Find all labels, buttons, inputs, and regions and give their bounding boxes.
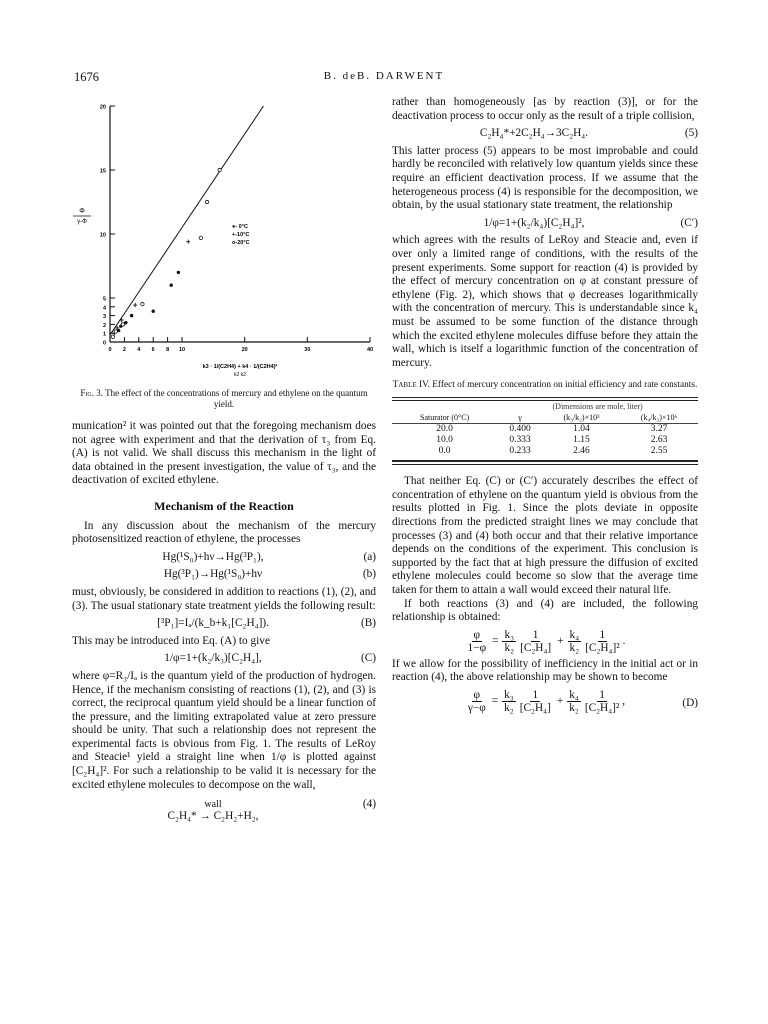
frac-den: 1−φ <box>467 641 487 654</box>
equation-number: (C′) <box>680 216 698 229</box>
y-tick-label: 20 <box>99 104 106 111</box>
table-row <box>392 435 698 446</box>
data-point-0c <box>130 314 133 317</box>
x-tick-label: 6 <box>151 347 155 353</box>
table-caption-text: Effect of mercury concentration on initial efficiency and rate constants. <box>432 380 698 391</box>
equation-number: (4) <box>362 798 376 811</box>
equation-number: (B) <box>360 617 376 630</box>
x-tick-label: 8 <box>166 347 170 353</box>
frac-num: k₄ <box>569 689 579 701</box>
y-tick-label: 0 <box>102 340 106 347</box>
paragraph: where φ=R₃/Iₐ is the quantum yield of the production of hydrogen. Hence, if the mechanism consisting of reactions (1), (2), and (3) is correct, the reciprocal quantum yield should be a linear function of the pressure, and the limiting extrapolated value at zero pressure should be unity. That such a relationship does not represent the experimental facts is obvious from Fig. 1. The results of LeRoy and Steacie¹ yield a straight line when 1/φ is plotted against [C₂H₄]². For such a relationship to be valid it is necessary for the excited ethylene molecules to decompose on the wall, <box>72 669 376 791</box>
equals-sign: = <box>491 694 499 707</box>
equation-number: (a) <box>363 550 376 563</box>
x-tick-label: 4 <box>137 347 141 353</box>
paragraph: This latter process (5) appears to be most improbable and could hardly be reconciled with relatively low quantum yields since these require an efficient deactivation process. If we assume that the heterogeneous process (4) is responsible for the decomposition, we obtain, by the usual stationary state treatment, the relationship <box>392 144 698 212</box>
paragraph: That neither Eq. (C) or (C′) accurately describes the effect of concentration of ethylene on the quantum yield is obvious from the results plotted in Fig. 1. Since the plots deviate in opposite directions from the predicted straight lines we may conclude that processes (3) and (4) both occur and that their relative importance depends on the conditions of the experiment. This conclusion is supported by the fact that at high pressure the diffusion of excited ethylene molecules could become so slow that the average time taken for them to attain a wall would exceed their natural life. <box>392 475 698 597</box>
equals-sign: = <box>492 634 499 647</box>
equation-expression: [³P₁]=Iₐ/(k_b+k₁[C₂H₄]). <box>157 617 269 630</box>
equation-end-mark: , <box>622 694 626 707</box>
frac-num: 1 <box>599 628 606 641</box>
data-point-0c <box>152 310 155 313</box>
table-header-k3k2: (k₃/k₂)×10³ <box>543 412 620 424</box>
data-point-20c <box>218 168 221 171</box>
frac-num: k₃ <box>504 689 514 701</box>
equation-expression: 1/φ=1+(k₂/k₃)[C₂H₄], <box>164 652 262 665</box>
table-units: (Dimensions are mole, liter) <box>552 402 643 412</box>
y-tick-label: 4 <box>102 305 106 312</box>
legend-entry: ●- 0°C <box>232 224 248 230</box>
table-cell: 0.333 <box>509 435 531 446</box>
frac-den: [C₂H₄]² <box>584 702 620 714</box>
legend-entry: +-10°C <box>232 232 250 238</box>
paragraph: If both reactions (3) and (4) are included, the following relationship is obtained: <box>392 597 698 624</box>
equation-B <box>72 617 376 631</box>
paragraph: This may be introduced into Eq. (A) to give <box>72 634 270 647</box>
equation-b <box>72 568 376 582</box>
paragraph: which agrees with the results of LeRoy and Steacie and, even if over only a limited range of conditions, with the results of the present experiments. Some support for reaction (4) is provided by the effect of mercury concentration on φ at constant pressure of ethylene (Fig. 2), which shows that φ decreases logarithmically with the concentration of mercury. This is understandable since k₄ must be assumed to be some function of the distance through which the excited ethylene molecules diffuse before they attain the wall, which is itself a logarithmic function of the concentration of mercury. <box>392 234 698 369</box>
x-axis-label-denominators: k2 k2 <box>234 372 246 378</box>
data-point-10c <box>120 318 124 322</box>
y-tick-label: 1 <box>102 331 106 338</box>
table-header-gamma: γ <box>497 412 543 424</box>
y-tick-label: 15 <box>99 168 106 175</box>
frac-den: k₂ <box>569 702 579 714</box>
paragraph: must, obviously, be considered in addition to reactions (1), (2), and (3). The usual stationary state treatment yields the following result: <box>72 585 376 612</box>
frac-num: φ <box>473 689 481 701</box>
frac-num: 1 <box>532 689 539 701</box>
table-header-k4k2: (k₄/k₂)×10⁶ <box>620 412 698 424</box>
data-point-0c <box>170 284 173 287</box>
figure-3-chart <box>72 96 376 386</box>
frac-num: k₃ <box>504 628 515 641</box>
y-tick-label: 10 <box>99 232 106 239</box>
frac-den: [C₂H₄]² <box>585 641 620 654</box>
table-row <box>392 446 698 457</box>
table-cell: 2.63 <box>650 435 668 446</box>
y-tick-label: 2 <box>102 322 106 329</box>
data-point-10c <box>186 240 190 244</box>
table-cell: 2.46 <box>573 446 590 457</box>
frac-den: [C₂H₄] <box>520 641 552 654</box>
data-point-20c <box>111 335 114 338</box>
paragraph: rather than homogeneously [as by reaction (3)], or for the deactivation process to occur only as the result of a triple collision, <box>392 96 698 122</box>
y-axis-label-den: γ-Φ <box>77 219 87 225</box>
x-tick-label: 0 <box>108 347 112 353</box>
x-tick-label: 2 <box>122 347 126 353</box>
right-column <box>392 96 698 718</box>
table-cell: 1.15 <box>573 435 590 446</box>
frac-den: k₂ <box>504 702 514 714</box>
y-axis-label-num: Φ <box>79 208 85 215</box>
table-caption <box>392 380 698 391</box>
data-point-20c <box>121 323 124 326</box>
table-cell: 0.400 <box>509 424 531 435</box>
figure-caption-label: Fig. 3. <box>80 388 103 398</box>
table-cell: 0.0 <box>438 446 451 457</box>
equation-number: (5) <box>684 127 698 140</box>
x-tick-label: 30 <box>304 347 311 353</box>
equation-D <box>392 689 698 714</box>
equation-wall-label: wall <box>204 799 222 811</box>
equation-a <box>72 551 376 565</box>
table-cell: 2.55 <box>650 446 668 457</box>
left-column <box>72 96 376 828</box>
table-cell: 1.04 <box>573 424 590 435</box>
frac-den: γ−φ <box>467 702 486 714</box>
y-tick-label: 5 <box>102 296 106 303</box>
equation-number: (D) <box>682 697 698 709</box>
equation-expression: Hg(³P₁)→Hg(¹S₀)+hν <box>163 568 263 581</box>
frac-num: 1 <box>532 628 539 641</box>
legend-entry: o-20°C <box>232 240 250 246</box>
y-tick-label: 3 <box>102 314 106 321</box>
frac-num: φ <box>473 628 481 641</box>
table-iv <box>392 397 698 465</box>
page-header <box>74 70 694 88</box>
equation-C <box>72 652 376 666</box>
table-cell: 3.27 <box>650 424 668 435</box>
plus-sign: + <box>556 694 564 707</box>
running-author: B. deB. DARWENT <box>323 70 445 82</box>
x-tick-label: 10 <box>178 347 186 353</box>
table-caption-label: Table IV. <box>392 380 430 391</box>
equation-expression: 1/φ=1+(k₂/k₄)[C₂H₄]², <box>483 216 585 229</box>
equation-5 <box>392 127 698 141</box>
table-header-saturator: Saturator (0°C) <box>392 412 497 424</box>
x-axis-label: k3 · 1/(C2H4) + k4 · 1/(C2H4)² <box>202 364 278 370</box>
data-point-20c <box>199 236 202 239</box>
table-row <box>392 424 698 436</box>
table-cell: 0.233 <box>509 446 531 457</box>
equation-number: (C) <box>360 652 376 665</box>
frac-den: k₂ <box>504 641 515 654</box>
fit-line <box>110 106 263 335</box>
paragraph: In any discussion about the mechanism of the mercury photosensitized reaction of ethylene, the processes <box>72 519 376 546</box>
equation-expression: C₂H₄*+2C₂H₄→3C₂H₄. <box>479 127 589 140</box>
x-tick-label: 40 <box>366 347 374 353</box>
equation-fraction-1 <box>392 629 698 654</box>
frac-num: 1 <box>599 689 605 701</box>
x-tick-label: 20 <box>241 347 248 353</box>
data-point-20c <box>114 330 117 333</box>
page-number: 1676 <box>74 70 99 84</box>
plus-sign: + <box>557 634 564 647</box>
data-point-10c <box>133 303 137 307</box>
data-point-20c <box>205 200 208 203</box>
paragraph: If we allow for the possibility of inefficiency in the initial act or in reaction (4), the above relationship may be shown to become <box>392 657 698 684</box>
table-cell: 10.0 <box>436 435 453 446</box>
data-point-0c <box>177 271 180 274</box>
equation-expression: Hg(¹S₀)+hν→Hg(³P₁), <box>162 550 264 563</box>
table-cell: 20.0 <box>436 424 453 435</box>
frac-den: [C₂H₄] <box>519 702 551 714</box>
section-title: Mechanism of the Reaction <box>154 498 294 513</box>
figure-caption <box>72 388 376 410</box>
equation-end-mark: . <box>622 634 626 647</box>
equation-number: (b) <box>362 568 376 581</box>
paragraph: munication² it was pointed out that the foregoing mechanism does not agree with experiment and that the derivation of τ₃ from Eq. (A) is not valid. We shall discuss this mechanism in the light of data obtained in the present investigation, the value of τ₃, and the deactivation of excited ethylene. <box>72 420 376 487</box>
equation-C-prime <box>392 217 698 231</box>
figure-caption-text: The effect of the concentrations of mercury and ethylene on the quantum yield. <box>105 388 368 409</box>
data-point-20c <box>141 302 144 305</box>
frac-den: k₂ <box>569 641 580 654</box>
equation-4 <box>72 798 376 824</box>
equation-expression: C₂H₄* → C₂H₂+H₂, <box>167 810 259 823</box>
frac-num: k₄ <box>569 628 580 641</box>
